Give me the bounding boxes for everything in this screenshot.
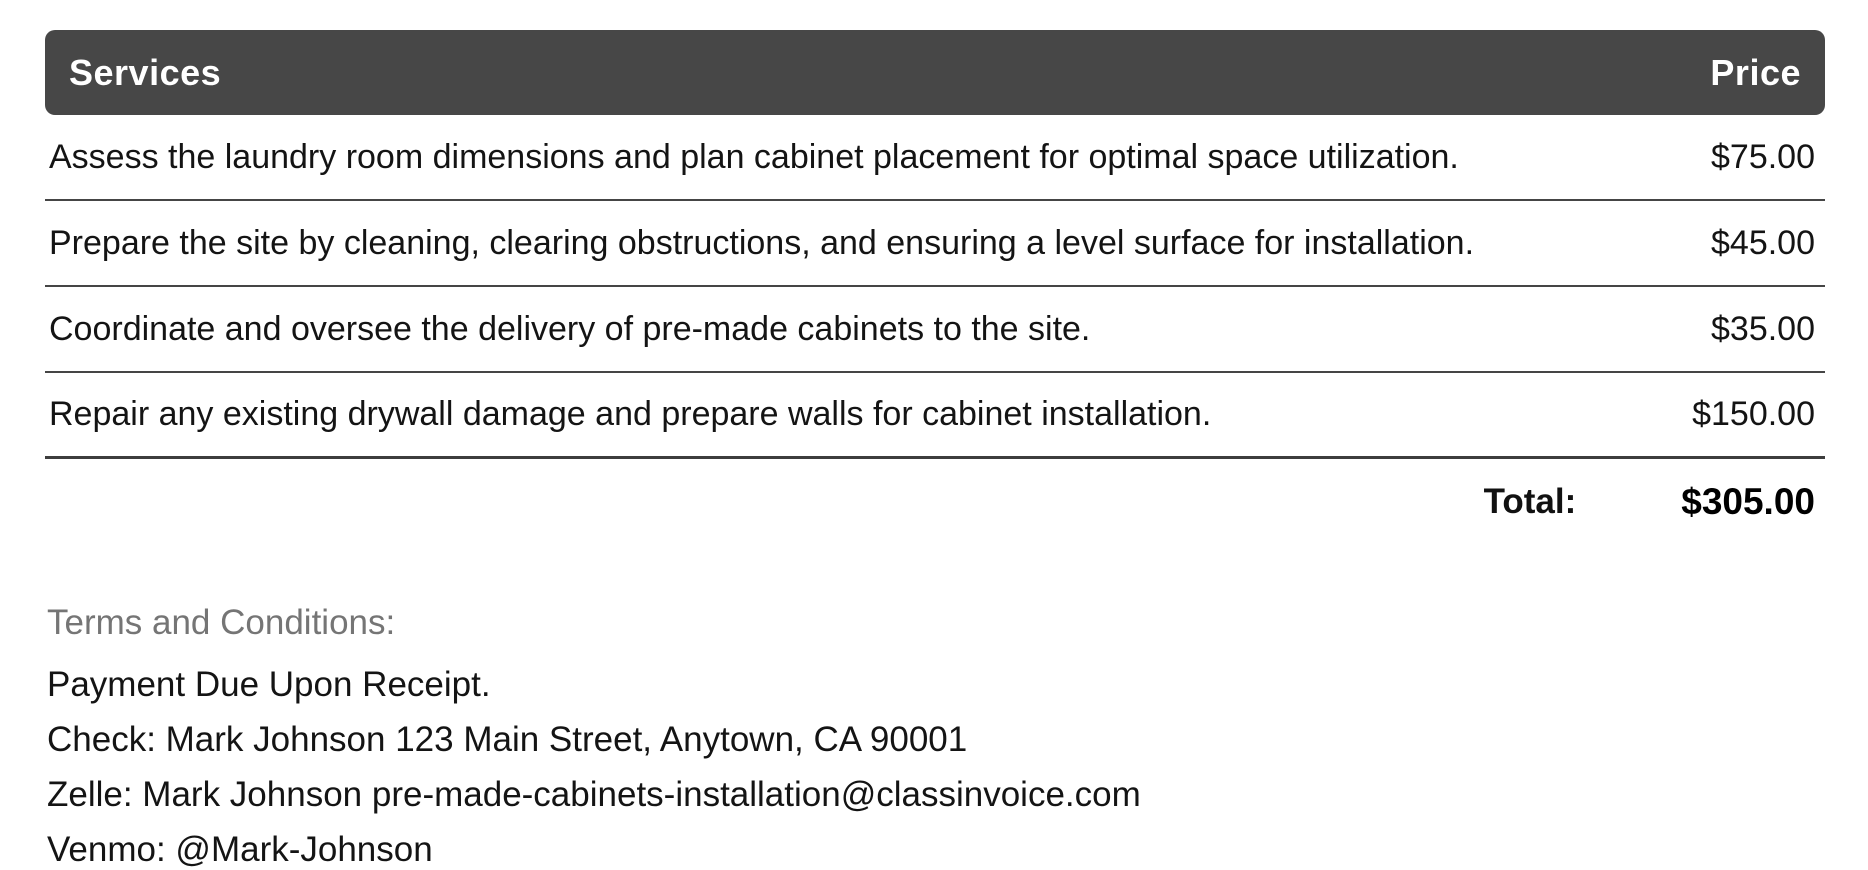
service-price: $45.00 <box>1711 223 1815 262</box>
terms-section <box>45 603 1825 867</box>
table-row <box>45 373 1825 459</box>
terms-heading: Terms and Conditions: <box>47 603 396 642</box>
terms-line: Payment Due Upon Receipt. <box>47 665 491 704</box>
total-label: Total: <box>1483 482 1577 521</box>
service-price: $35.00 <box>1711 309 1815 348</box>
total-value: $305.00 <box>1681 481 1815 522</box>
services-table <box>45 30 1825 545</box>
service-description: Coordinate and oversee the delivery of pre-made cabinets to the site. <box>49 309 1091 348</box>
service-description: Assess the laundry room dimensions and plan cabinet placement for optimal space utilization. <box>49 137 1459 176</box>
table-body <box>45 115 1825 459</box>
terms-lines <box>47 667 1825 867</box>
table-row <box>45 115 1825 201</box>
terms-line: Check: Mark Johnson 123 Main Street, Anytown, CA 90001 <box>47 720 968 759</box>
table-row <box>45 201 1825 287</box>
service-description: Prepare the site by cleaning, clearing obstructions, and ensuring a level surface for installation. <box>49 223 1475 262</box>
service-price: $150.00 <box>1692 395 1815 433</box>
terms-line: Venmo: @Mark-Johnson <box>47 830 433 869</box>
service-price: $75.00 <box>1711 137 1815 176</box>
total-row <box>45 459 1825 545</box>
terms-line: Zelle: Mark Johnson pre-made-cabinets-installation@classinvoice.com <box>47 775 1141 814</box>
service-description: Repair any existing drywall damage and prepare walls for cabinet installation. <box>49 395 1212 433</box>
table-header <box>45 30 1825 115</box>
column-header-services: Services <box>69 51 222 93</box>
column-header-price: Price <box>1710 51 1801 93</box>
table-row <box>45 287 1825 373</box>
